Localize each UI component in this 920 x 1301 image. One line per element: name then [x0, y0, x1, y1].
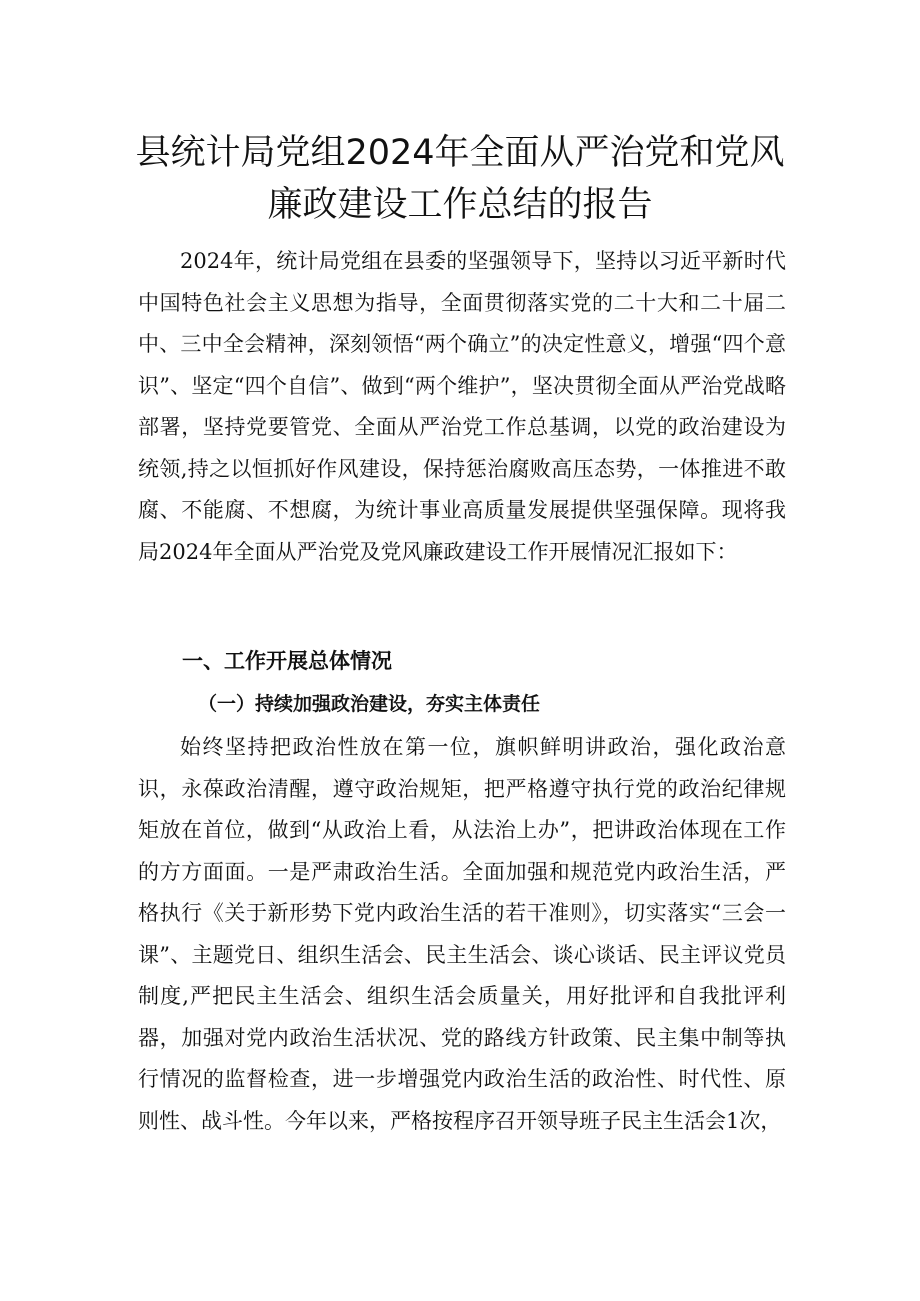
subsection-paragraph-1: 始终坚持把政治性放在第一位，旗帜鲜明讲政治，强化政治意识，永葆政治清醒，遵守政治规矩，把严格遵守执行党的政治纪律规矩放在首位，做到“从政治上看，从法治上办”，把讲政治体现在工作的方方面面。一是严肃政治生活。全面加强和规范党内政治生活，严格执行《关于新形势下党内政治生活的若干准则》，切实落实“三会一课”、主题党日、组织生活会、民主生活会、谈心谈话、民主评议党员制度,严把民主生活会、组织生活会质量关，用好批评和自我批评利器，加强对党内政治生活状况、党的路线方针政策、民主集中制等执行情况的监督检查，进一步增强党内政治生活的政治性、时代性、原则性、战斗性。今年以来，严格按程序召开领导班子民主生活会1次，	[138, 735, 786, 1133]
document-title-line-2: 廉政建设工作总结的报告	[267, 185, 653, 225]
subsection-heading-1: （一）持续加强政治建设，夯实主体责任	[198, 693, 541, 715]
intro-paragraph: 2024年，统计局党组在县委的坚强领导下，坚持以习近平新时代中国特色社会主义思想为指导，全面贯彻落实党的二十大和二十届二中、三中全会精神，深刻领悟“两个确立”的决定性意义，增强“四个意识”、坚定“四个自信”、做到“两个维护”，坚决贯彻全面从严治党战略部署，坚持党要管党、全面从严治党工作总基调，以党的政治建设为统领,持之以恒抓好作风建设，保持惩治腐败高压态势，一体推进不敢腐、不能腐、不想腐，为统计事业高质量发展提供坚强保障。现将我局2024年全面从严治党及党风廉政建设工作开展情况汇报如下：	[138, 249, 786, 564]
section-heading-1: 一、工作开展总体情况	[182, 649, 392, 673]
document-title-line-1: 县统计局党组2024年全面从严治党和党风	[135, 133, 785, 173]
